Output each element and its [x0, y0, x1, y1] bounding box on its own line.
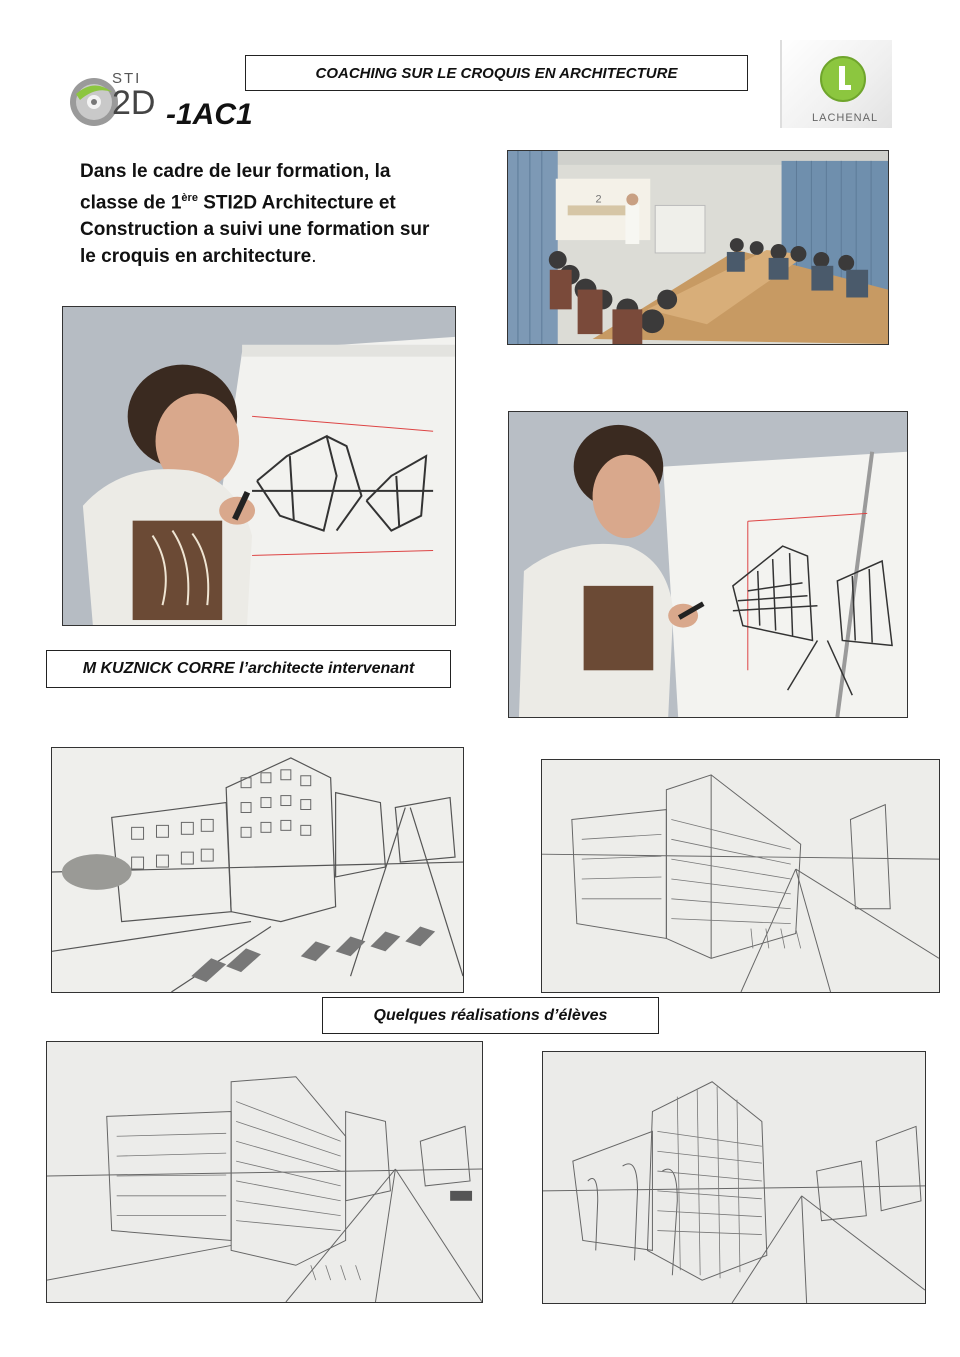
students-caption: Quelques réalisations d’élèves: [373, 1006, 608, 1024]
student-sketch-3: [46, 1041, 483, 1303]
intro-paragraph: [80, 158, 480, 270]
intro-line-1: Dans le cadre de leur formation, la: [80, 161, 391, 182]
intro-line-4: le croquis en architecture.: [80, 246, 317, 268]
architect-caption: M KUZNICK CORRE l’architecte intervenant: [82, 660, 415, 677]
slide-number: 2: [595, 193, 602, 206]
logo-2d-text: 2D: [112, 84, 156, 122]
architect-photo-1: [62, 306, 456, 626]
school-logo-text: LACHENAL: [812, 112, 879, 124]
intro-line-3: Construction a suivi une formation sur: [80, 219, 430, 241]
class-code: -1AC1: [166, 98, 253, 131]
logo-sti-text: STI: [112, 70, 142, 87]
school-logo: [780, 40, 892, 128]
students-caption-box: [322, 997, 659, 1034]
banner-title-box: [245, 55, 748, 91]
architect-photo-2: [508, 411, 908, 718]
lachenal-l-icon: [818, 54, 868, 104]
student-sketch-4: [542, 1051, 926, 1304]
intro-line-2: classe de 1ère STI2D Architecture et: [80, 192, 396, 214]
student-sketch-1: [51, 747, 464, 993]
student-sketch-2: [541, 759, 940, 993]
sti2d-logo: [66, 68, 266, 134]
classroom-photo: [507, 150, 889, 345]
banner-title: COACHING SUR LE CROQUIS EN ARCHITECTURE: [315, 64, 678, 82]
architect-caption-box: [46, 650, 451, 688]
